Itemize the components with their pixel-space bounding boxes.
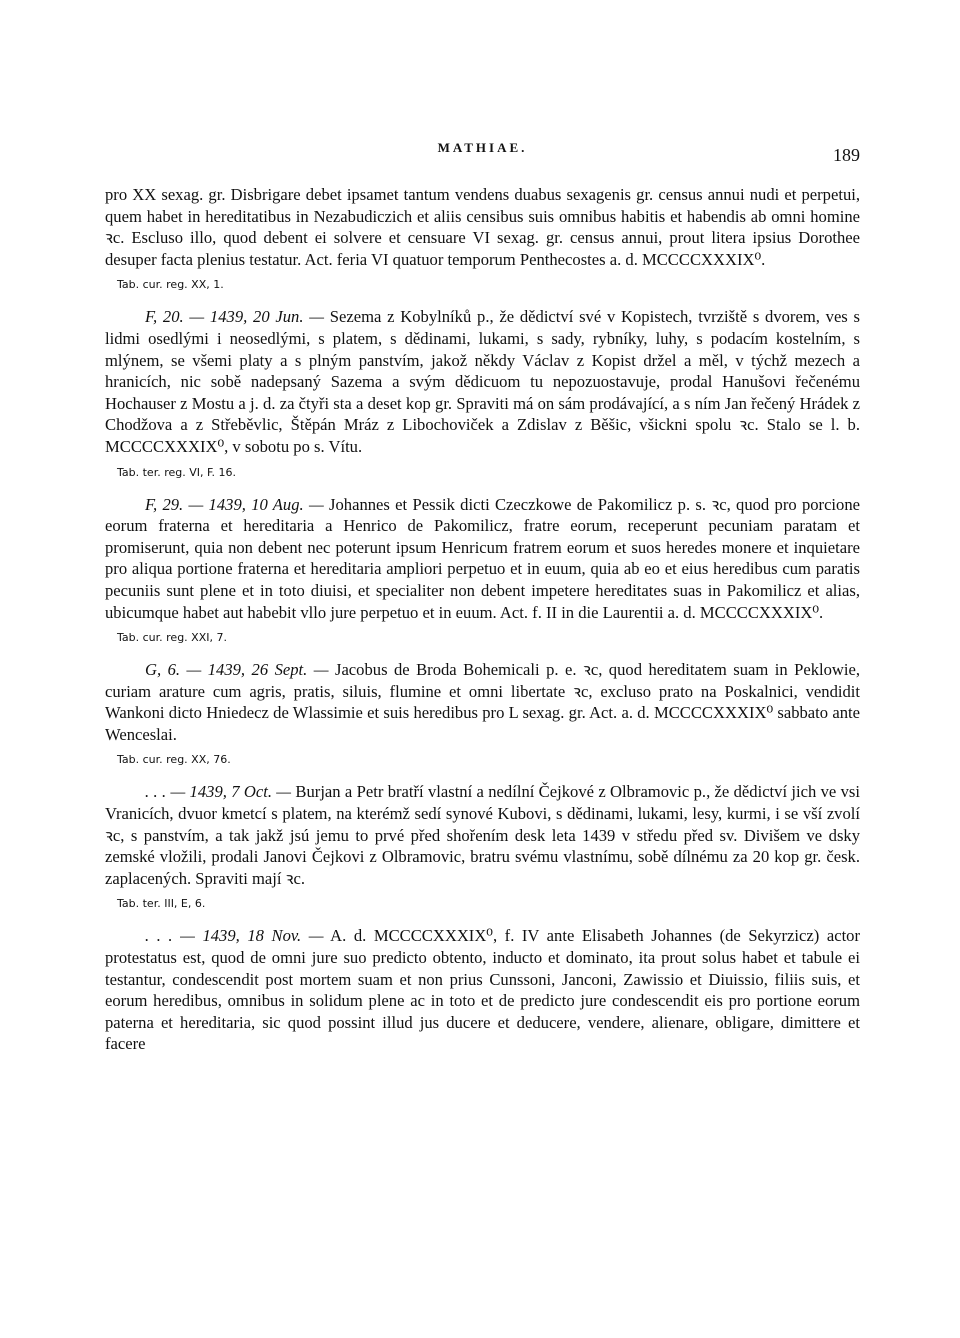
source-reference: Tab. cur. reg. XX, 76. [117,753,231,767]
entry-1439-10-07 [105,781,860,913]
book-page [105,140,860,1055]
entry-text-block [105,494,860,624]
source-reference: Tab. cur. reg. XXI, 7. [117,631,227,645]
entry-text: Sezema z Kobylníků p., že dědictví své v Kopistech, tvrziště s dvorem, ves s lidmi osedlými i neosedlými, s platem, s dědinami, lukami, s sady, rybníky, luhy, s podacím kostelním, s mlýnem, se všemi platy a s plným panstvím, jakož někdy Václav z Kopist držel a měl, v týchž mezech a hranicích, nic sobě nadepsaný Sazema a svým dědicuom tu nepozuostavuje, prodal Hanušovi řečenému Hochauser z Mostu a j. d. za čtyři sta a deset kop gr. Spraviti má on sám prodávající, a s ním Jan řečený Hrádek z Chodžova a z Střeběvlic, Štěpán Mráz z Libochoviček a Zdislav z Běšic, všickni spolu ꝛc. Stalo se l. b. MCCCCXXXIX⁰, v sobotu po s. Vítu. [105,307,860,456]
entry-text-block [105,925,860,1055]
entry-reference: . . . — 1439, 18 Nov. — [145,926,324,946]
intro-entry [105,184,860,294]
entry-reference: G, 6. — 1439, 26 Sept. — [145,660,329,680]
entry-1439-06-20 [105,306,860,481]
source-reference: Tab. ter. reg. VI, F. 16. [117,465,237,479]
entry-text-block [105,306,860,457]
entry-text: Johannes et Pessik dicti Czeczkowe de Pakomilicz p. s. ꝛc, quod pro porcione eorum fraterna et hereditaria a Henrico de Pakomilicz, fratre eorum, receperunt pecuniam paratam et promiserunt, quia non debent nec poterunt ipsum Henricum fratrem eorum et suos heredes monere et inquietare pro aliqua portione fraterna et hereditaria ampliori perpetuo et in euum, quia ab eo et eius heredibus cum paratis pecuniis sunt plene et in toto diuisi, et specialiter non debent impetere hereditates suas in Pakomilicz et alias, ubicumque habet aut habebit vllo jure perpetuo et in euum. Act. f. II in die Laurentii a. d. MCCCCXXXIX⁰. [105,494,860,622]
entry-reference: . . . — 1439, 7 Oct. — [145,782,292,802]
page-header [105,140,860,184]
entry-text: A. d. MCCCCXXXIX⁰, f. IV ante Elisabeth Johannes (de Sekyrzicz) actor protestatus est, quod de omni jure suo predicto obtento, inducto et dominato, ita prout solus habet et tabule ei testantur, condescendit post mortem suam et non prius Cunssoni, Janconi, Zawissio et Diuissio, filiis suis, et eorum heredibus, omnibus in solidum plene ac in toto et de predicto jure condescendit eis pro portione eorum paterna et hereditaria, sic quod possint illud jus ducere et deducere, vendere, alienare, obligare, dimittere et facere [105,926,861,1054]
running-head: MATHIAE. [437,140,528,155]
entry-text-block [105,659,860,745]
entry-reference: F, 29. — 1439, 10 Aug. — [145,494,324,514]
source-reference: Tab. ter. III, E, 6. [117,897,206,911]
entry-reference: F, 20. — 1439, 20 Jun. — [145,307,325,327]
entry-1439-08-10 [105,494,860,648]
entry-1439-09-26 [105,659,860,769]
entry-text: Burjan a Petr bratří vlastní a nedílní Čejkové z Olbramovic p., že dědictví jich ve vsi Vranicích, dvuor kmetcí s platem, na kterémž sedí synové Kubovi, s dědinami, lukami, lesy, kurmi, i se vší zvolí ꝛc, s panstvím, a tak jakž jsú jemu to prvé před shořením desk leta 1439 v středu před sv. Divišem ve dsky zemské vložili, prodali Janovi Čejkovi z Olbramovic, bratru svému vlastnímu, sobě dílnému za 20 kop gr. česk. zaplacených. Spraviti mají ꝛc. [105,782,860,888]
entry-text: Jacobus de Broda Bohemicali p. e. ꝛc, quod hereditatem suam in Peklowie, curiam arature cum agris, pratis, siluis, flumine et omni libertate ꝛc, excluso prato na Poskalnici, vendidit Wankoni dicto Hniedecz de Wlassimie et suis heredibus pro L sexag. gr. Act. a. d. MCCCCXXXIX⁰ sabbato ante Wenceslai. [105,660,861,744]
page-number: 189 [833,145,860,165]
entry-text: pro XX sexag. gr. Disbrigare debet ipsamet tantum vendens duabus sexagenis gr. census annui nudi et perpetui, quem habet in hereditatibus in Nezabudiczich et aliis censibus suis omnibus habitis et habendis ab omni homine ꝛc. Escluso illo, quod debent ei solvere et censuare VI sexag. gr. census annui, prout litera ipsius Dorothee desuper facta plenius testatur. Act. feria VI quatuor temporum Penthecostes a. d. MCCCCXXXIX⁰. [105,185,860,269]
entry-text-block [105,781,860,889]
entry-1439-11-18 [105,925,860,1055]
source-reference: Tab. cur. reg. XX, 1. [117,278,224,292]
